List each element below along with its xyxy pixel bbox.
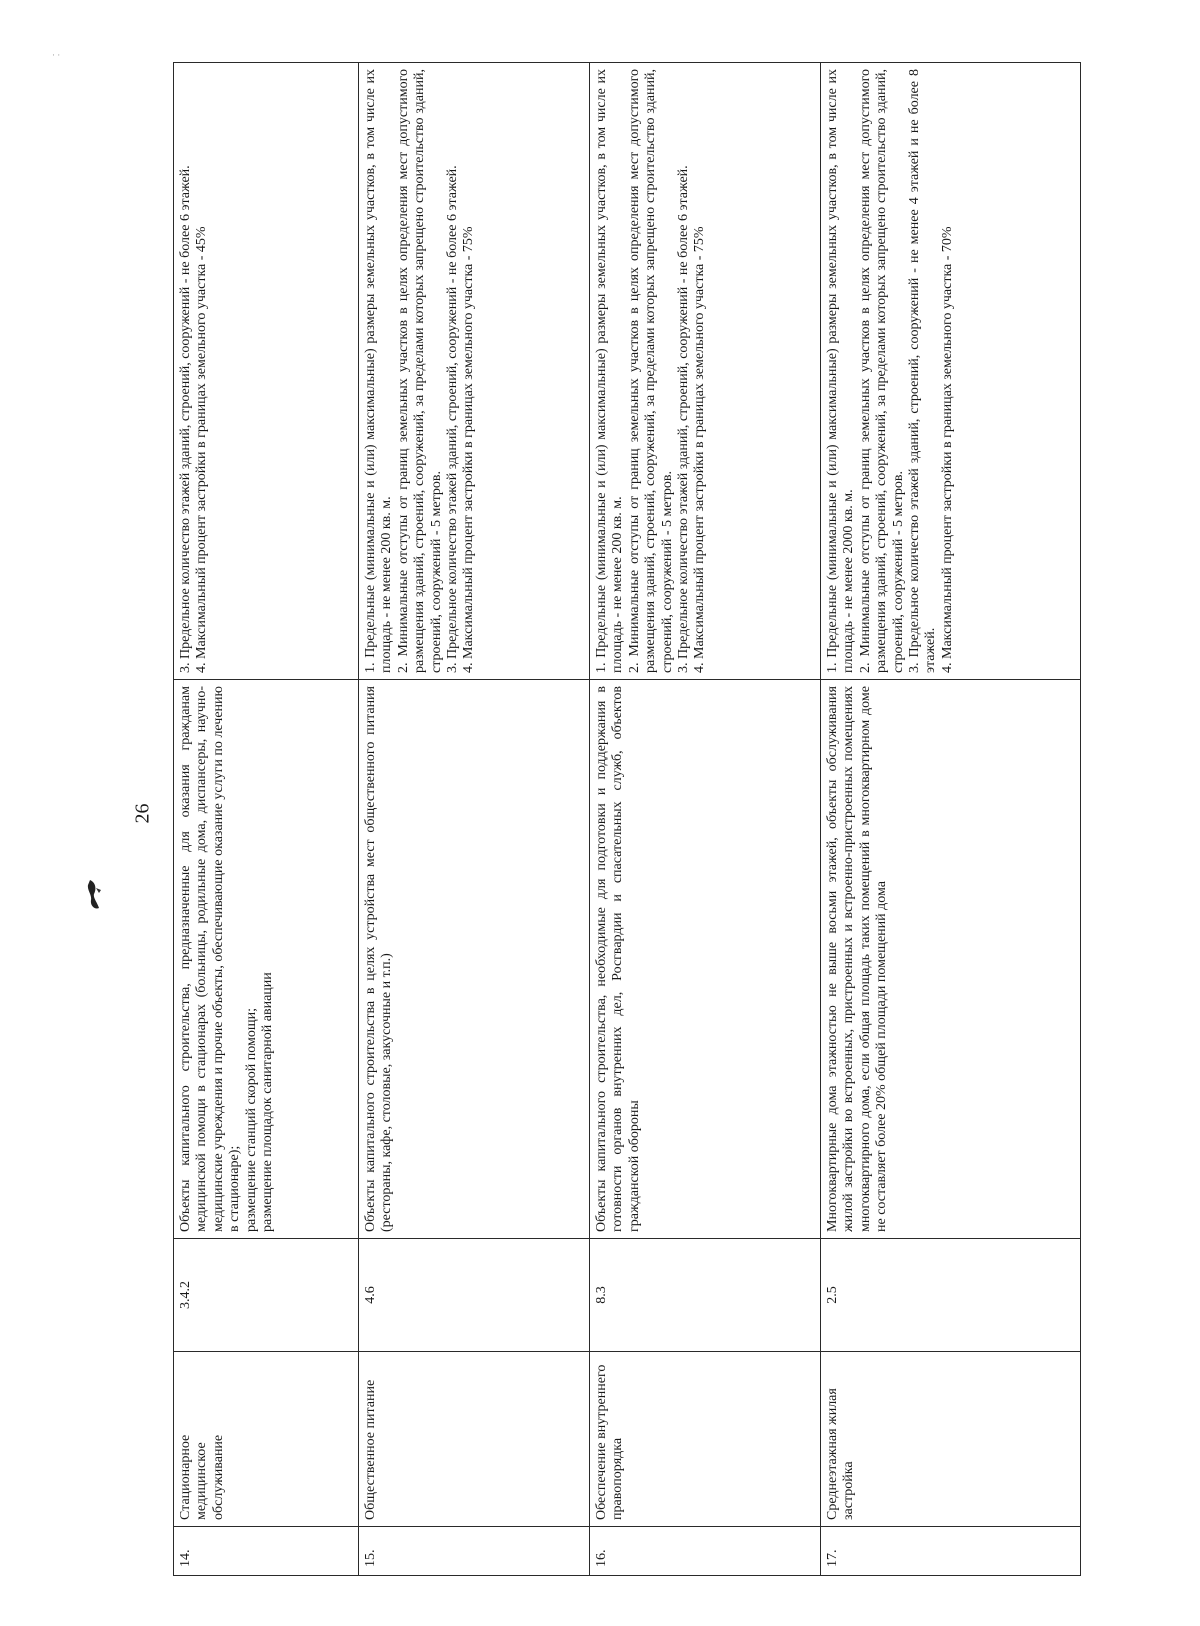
page-number — [123, 793, 163, 833]
parameter-item: 1. Предельные (минимальные и (или) максимальные) размеры земельных участков, в том числе их площадь - не менее 200 кв. м. — [363, 69, 395, 673]
parameter-item: 3. Предельное количество этажей зданий, строений, сооружений - не более 6 этажей. — [676, 165, 692, 673]
row-number: 15. — [359, 1527, 590, 1576]
land-use-code: 3.4.2 — [174, 1239, 359, 1352]
table-row — [821, 63, 1081, 1576]
table-row — [359, 63, 590, 1576]
description-line: Объекты капитального строительства, необходимые для подготовки и поддержания в готовности органов внутренних дел, Росгвардии и спасательных служб, объектов гражданской обороны — [594, 686, 642, 1232]
land-use-name: Среднеэтажная жилая застройка — [821, 1352, 1081, 1527]
parameter-item: 2. Минимальные отступы от границ земельных участков в целях определения мест допустимого размещения зданий, строений, сооружений, за пределами которых запрещено строительство зданий, строений, сооружений - 5 метров. — [626, 69, 675, 673]
description-line: Объекты капитального строительства в целях устройства мест общественного питания (рестораны, кафе, столовые, закусочные и т.п.) — [363, 686, 395, 1232]
description-line: Многоквартирные дома этажностью не выше восьми этажей, объекты обслуживания жилой застройки во встроенных, пристроенных и встроенно-пристроенных помещениях многоквартирного дома, если общая площадь таких помещений в многоквартирном доме не составляет более 20% общей площади помещений дома — [825, 686, 890, 1232]
description-line: Объекты капитального строительства, предназначенные для оказания гражданам медицинской помощи в стационарах (больницы, родильные дома, диспансеры, научно-медицинские учреждения и прочие объекты, обеспечивающие оказание услуги по лечению в стационаре); — [178, 686, 243, 1232]
land-use-description — [590, 680, 821, 1239]
parameter-item: 3. Предельное количество этажей зданий, строений, сооружений - не более 6 этажей. — [178, 165, 193, 673]
land-use-name: Обеспечение внутреннего правопорядка — [590, 1352, 821, 1527]
table-row — [174, 63, 359, 1576]
land-use-description — [821, 680, 1081, 1239]
parameter-item: 2. Минимальные отступы от границ земельных участков в целях определения мест допустимого размещения зданий, строений, сооружений, за пределами которых запрещено строительство зданий, строений, сооружений - 5 метров. — [395, 69, 444, 673]
land-use-name: Общественное питание — [359, 1352, 590, 1527]
land-use-name: Стационарное медицинское обслуживание — [174, 1352, 359, 1527]
row-number: 14. — [174, 1527, 359, 1576]
land-use-parameters — [821, 63, 1081, 680]
parameter-item: 4. Максимальный процент застройки в границах земельного участка - 45% — [194, 226, 210, 673]
page-number-text: 26 — [131, 803, 154, 823]
land-use-description — [174, 680, 359, 1239]
parameter-item: 2. Минимальные отступы от границ земельных участков в целях определения мест допустимого размещения зданий, строений, сооружений, за пределами которых запрещено строительство зданий, строений, сооружений - 5 метров. — [857, 69, 906, 673]
description-line: размещение станций скорой помощи; — [243, 1007, 259, 1232]
row-number: 17. — [821, 1527, 1081, 1576]
parameter-item: 4. Максимальный процент застройки в границах земельного участка - 75% — [461, 226, 477, 673]
parameter-item: 4. Максимальный процент застройки в границах земельного участка - 75% — [692, 226, 708, 673]
parameter-item: 1. Предельные (минимальные и (или) максимальные) размеры земельных участков, в том числе их площадь - не менее 2000 кв. м. — [825, 69, 857, 673]
land-use-parameters — [590, 63, 821, 680]
parameter-item: 3. Предельное количество этажей зданий, строений, сооружений - не менее 4 этажей и не более 8 этажей. — [907, 69, 939, 673]
scan-speck: · · — [52, 50, 61, 60]
land-use-description — [359, 680, 590, 1239]
regulations-table-page — [173, 62, 1080, 1576]
description-line: размещение площадок санитарной авиации — [260, 972, 276, 1232]
scan-smudge-mark — [84, 878, 104, 912]
parameter-item: 1. Предельные (минимальные и (или) максимальные) размеры земельных участков, в том числе их площадь - не менее 200 кв. м. — [594, 69, 626, 673]
land-use-parameters — [359, 63, 590, 680]
parameter-item: 3. Предельное количество этажей зданий, строений, сооружений - не более 6 этажей. — [445, 165, 461, 673]
land-use-regulations-table — [173, 62, 1081, 1576]
land-use-parameters — [174, 63, 359, 680]
land-use-code: 4.6 — [359, 1239, 590, 1352]
parameter-item: 4. Максимальный процент застройки в границах земельного участка - 70% — [939, 226, 955, 673]
land-use-code: 2.5 — [821, 1239, 1081, 1352]
row-number: 16. — [590, 1527, 821, 1576]
land-use-code: 8.3 — [590, 1239, 821, 1352]
table-row — [590, 63, 821, 1576]
